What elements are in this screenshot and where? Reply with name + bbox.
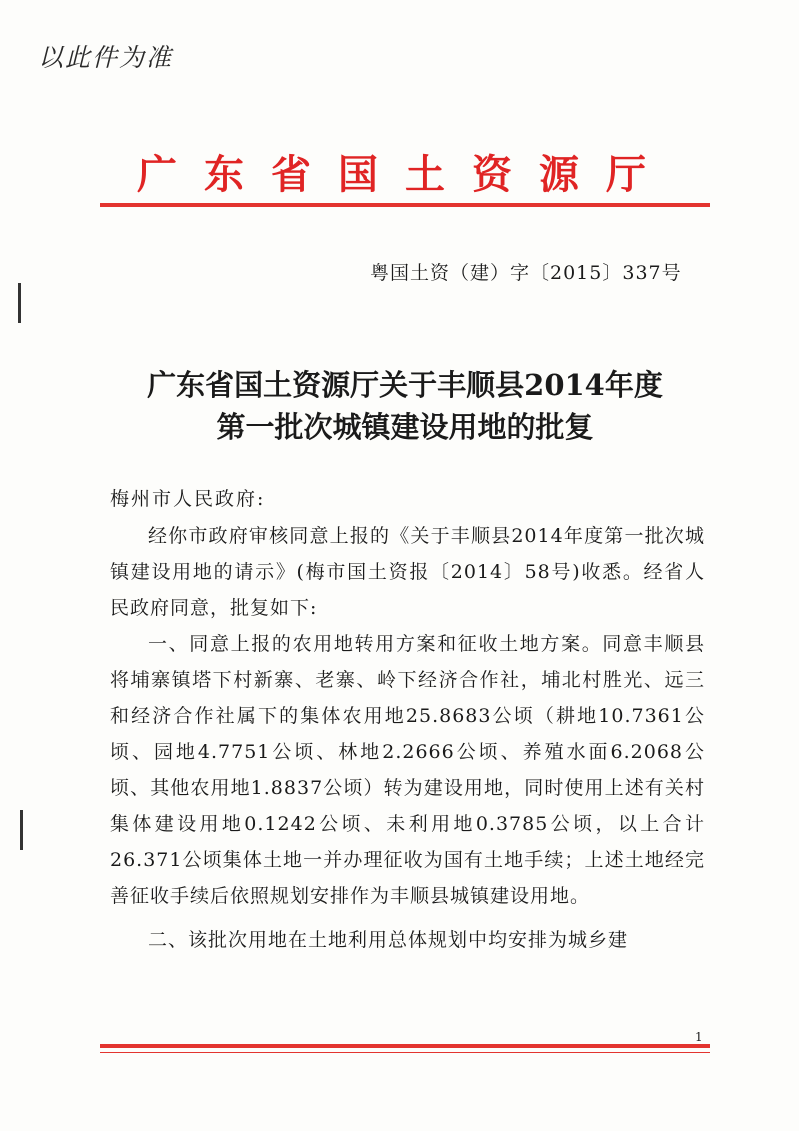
footer-rule-thin bbox=[100, 1052, 710, 1053]
paragraph-intro: 经你市政府审核同意上报的《关于丰顺县2014年度第一批次城镇建设用地的请示》(梅市国土资报〔2014〕58号)收悉。经省人民政府同意，批复如下: bbox=[110, 525, 705, 619]
handwritten-note: 以此件为准 bbox=[38, 43, 174, 72]
addressee: 梅州市人民政府: bbox=[110, 488, 266, 510]
title-line-2: 第一批次城镇建设用地的批复 bbox=[216, 410, 594, 444]
title-line-1: 广东省国土资源厅关于丰顺县2014年度 bbox=[147, 368, 663, 402]
footer-rule-thick bbox=[100, 1044, 710, 1048]
binding-mark-bottom bbox=[20, 810, 23, 850]
masthead-title: 广东省国土资源厅 bbox=[137, 151, 673, 198]
document-number: 粤国土资（建）字〔2015〕337号 bbox=[370, 262, 682, 284]
page-number: 1 bbox=[695, 1030, 703, 1044]
paragraph-section-1: 一、同意上报的农用地转用方案和征收土地方案。同意丰顺县将埔寨镇塔下村新寨、老寨、岭下经济合作社，埔北村胜光、远三和经济合作社属下的集体农用地25.8683公顷（耕地10.7361公顷、园地4.7751公顷、林地2.2666公顷、养殖水面6.2068公顷、其他农用地1.8837公顷）转为建设用地，同时使用上述有关村集体建设用地0.1242公顷、未利用地0.3785公顷，以上合计26.371公顷集体土地一并办理征收为国有土地手续；上述土地经完善征收手续后依照规划安排作为丰顺县城镇建设用地。 bbox=[110, 633, 705, 907]
document-body bbox=[110, 518, 705, 958]
paragraph-section-2: 二、该批次用地在土地利用总体规划中均安排为城乡建 bbox=[148, 929, 629, 951]
binding-mark-top bbox=[18, 283, 21, 323]
masthead-rule bbox=[100, 203, 710, 207]
